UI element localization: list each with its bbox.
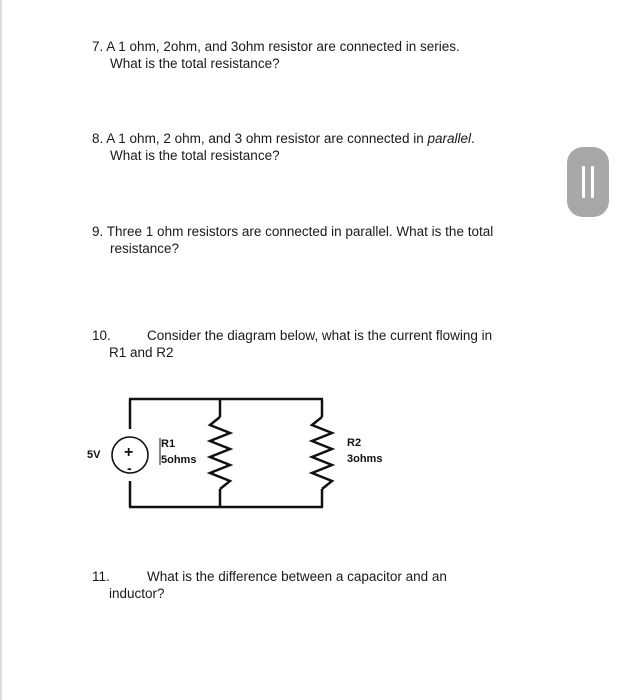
question-8 — [92, 130, 562, 164]
question-9-number: 9. — [92, 224, 104, 239]
resistor-r2-value: 3ohms — [347, 453, 383, 465]
question-10-text: Consider the diagram below, what is the current flowing in — [147, 328, 493, 343]
question-11-line1 — [92, 568, 562, 585]
vertical-grip-icon — [591, 166, 594, 198]
voltage-source-plus: + — [124, 444, 134, 461]
voltage-source-label: 5V — [87, 449, 101, 461]
question-7-line1 — [92, 38, 562, 55]
resistor-r2-label: R2 — [347, 437, 362, 449]
scroll-handle[interactable] — [567, 147, 609, 217]
voltage-source-minus: - — [127, 460, 132, 476]
question-7-line2: What is the total resistance? — [110, 56, 280, 71]
question-9-text: Three 1 ohm resistors are connected in parallel. What is the total — [106, 224, 494, 239]
question-11 — [92, 568, 562, 602]
question-11-number: 11. — [92, 569, 110, 584]
question-8-period: . — [471, 131, 475, 146]
page-left-edge — [0, 0, 2, 700]
question-7 — [92, 38, 562, 72]
resistor-r1-label: R1 — [161, 438, 176, 450]
question-10 — [92, 327, 562, 361]
circuit-wires — [129, 399, 323, 507]
question-9 — [92, 223, 562, 257]
question-8-italic-word: parallel — [427, 131, 471, 146]
question-10-line2: R1 and R2 — [109, 345, 174, 360]
question-8-line1 — [92, 130, 562, 147]
resistor-r1-symbol — [210, 417, 230, 489]
question-9-line1 — [92, 223, 562, 240]
circuit-diagram — [80, 385, 400, 525]
question-11-text: What is the difference between a capacitor and an — [147, 569, 447, 584]
question-8-line2: What is the total resistance? — [110, 148, 280, 163]
question-8-number: 8. — [92, 131, 104, 146]
resistor-r1-value: 5ohms — [161, 454, 197, 466]
question-9-line2: resistance? — [110, 241, 180, 256]
vertical-grip-icon — [582, 166, 585, 198]
question-7-number: 7. — [92, 39, 104, 54]
resistor-r2-symbol — [312, 417, 332, 489]
question-10-line1 — [92, 327, 562, 344]
question-11-line2: inductor? — [109, 586, 165, 601]
question-10-number: 10. — [92, 328, 111, 343]
question-8-text: A 1 ohm, 2 ohm, and 3 ohm resistor are connected in — [106, 131, 428, 146]
question-7-text: A 1 ohm, 2ohm, and 3ohm resistor are connected in series. — [106, 39, 460, 54]
